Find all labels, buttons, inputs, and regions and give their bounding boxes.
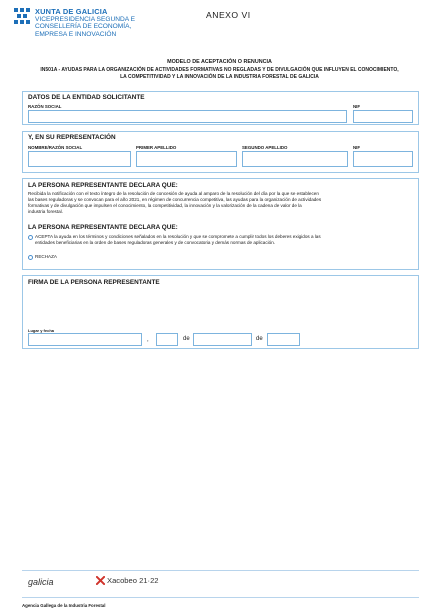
declaration-title-2: LA PERSONA REPRESENTANTE DECLARA QUE: xyxy=(28,224,178,231)
de-label-1: de xyxy=(183,336,190,342)
signature-section xyxy=(22,275,419,349)
xacobeo-logo xyxy=(96,576,159,585)
document-subtitle xyxy=(14,67,425,81)
xunta-emblem-icon xyxy=(14,8,30,28)
reject-label: RECHAZA xyxy=(35,254,57,259)
annex-label: ANEXO VI xyxy=(206,10,251,20)
agency-name: Agencia Gallega de la Industria Forestal xyxy=(22,603,106,608)
rep-nif-label: NIF xyxy=(353,145,361,150)
page-header xyxy=(14,8,425,58)
comma-separator: , xyxy=(147,337,149,343)
declaration-title: LA PERSONA REPRESENTANTE DECLARA QUE: xyxy=(28,182,178,189)
de-label-2: de xyxy=(256,336,263,342)
footer-divider xyxy=(22,570,419,571)
signature-title: FIRMA DE LA PERSONA REPRESENTANTE xyxy=(28,279,160,286)
xunta-logo xyxy=(14,8,135,38)
subtitle-line: LA COMPETITIVIDAD Y LA INNOVACIÓN DE LA INDUSTRIA FORESTAL DE GALICIA xyxy=(120,73,319,80)
declaration-text xyxy=(28,191,414,215)
second-surname-field[interactable] xyxy=(242,151,348,167)
subtitle-line: IN501A - AYUDAS PARA LA ORGANIZACIÓN DE ACTIVIDADES FORMATIVAS NO REGLADAS Y DE DIVULGACIÓN QUE INFLUYEN EL CONOCIMIENTO, xyxy=(40,67,399,73)
rep-nif-field[interactable] xyxy=(353,151,413,167)
accept-radio[interactable] xyxy=(28,235,33,240)
nif-field[interactable] xyxy=(353,110,413,123)
accept-option[interactable] xyxy=(28,234,414,246)
day-field[interactable] xyxy=(156,333,178,346)
accept-text-line: entidades beneficiarias en la orden de bases reguladoras generales y de convocatoria y demás normas de aplicación. xyxy=(35,240,276,246)
declaration-text-line: Recibida la notificación con el texto íntegro de la resolución de concesión de ayuda al amparo de la resolución del día por la que se establecen xyxy=(28,191,319,196)
declaration-text-line: industria forestal. xyxy=(28,209,63,215)
xacobeo-mark-icon xyxy=(96,576,105,585)
declaration-text-line: las bases reguladoras y se convocan para el año 2021, en régimen de concurrencia competitiva, las ayudas para la organización de actividades xyxy=(28,197,322,203)
first-surname-field[interactable] xyxy=(136,151,237,167)
representative-section-title: Y, EN SU REPRESENTACIÓN xyxy=(28,134,116,141)
second-surname-label: SEGUNDO APELLIDO xyxy=(242,145,288,150)
place-date-label: Lugar y fecha xyxy=(28,328,55,333)
entity-section-title: DATOS DE LA ENTIDAD SOLICITANTE xyxy=(28,94,145,101)
reject-option[interactable] xyxy=(28,254,414,260)
name-field[interactable] xyxy=(28,151,131,167)
galicia-logo: galicia xyxy=(28,577,54,587)
first-surname-label: PRIMER APELLIDO xyxy=(136,145,177,150)
logo-line: CONSELLERÍA DE ECONOMÍA, xyxy=(35,23,132,31)
representative-section xyxy=(22,131,419,173)
document-title: MODELO DE ACEPTACIÓN O RENUNCIA xyxy=(167,59,272,65)
razon-social-label: RAZÓN SOCIAL xyxy=(28,104,62,109)
entity-section xyxy=(22,91,419,125)
place-field[interactable] xyxy=(28,333,142,346)
declaration-text-line: formativas y de divulgación que impulsen el conocimiento, la competitividad, la innovación y la valorización de la cadena de valor de la xyxy=(28,203,302,209)
accept-text-line: ACEPTA la ayuda en los términos y condiciones señalados en la resolución y que se compromete a cumplir todos los deberes exigidos a las xyxy=(35,234,321,239)
logo-line: VICEPRESIDENCIA SEGUNDA E xyxy=(35,16,136,24)
name-label: NOMBRE/RAZÓN SOCIAL xyxy=(28,145,83,150)
year-field[interactable] xyxy=(267,333,300,346)
reject-radio[interactable] xyxy=(28,255,33,260)
month-field[interactable] xyxy=(193,333,252,346)
declaration-section xyxy=(22,178,419,270)
razon-social-field[interactable] xyxy=(28,110,347,123)
logo-line: EMPRESA E INNOVACIÓN xyxy=(35,30,117,38)
logo-title: XUNTA DE GALICIA xyxy=(35,7,108,16)
nif-label: NIF xyxy=(353,104,361,109)
xacobeo-text: Xacobeo 21·22 xyxy=(107,576,159,585)
footer-divider-2 xyxy=(22,597,419,598)
